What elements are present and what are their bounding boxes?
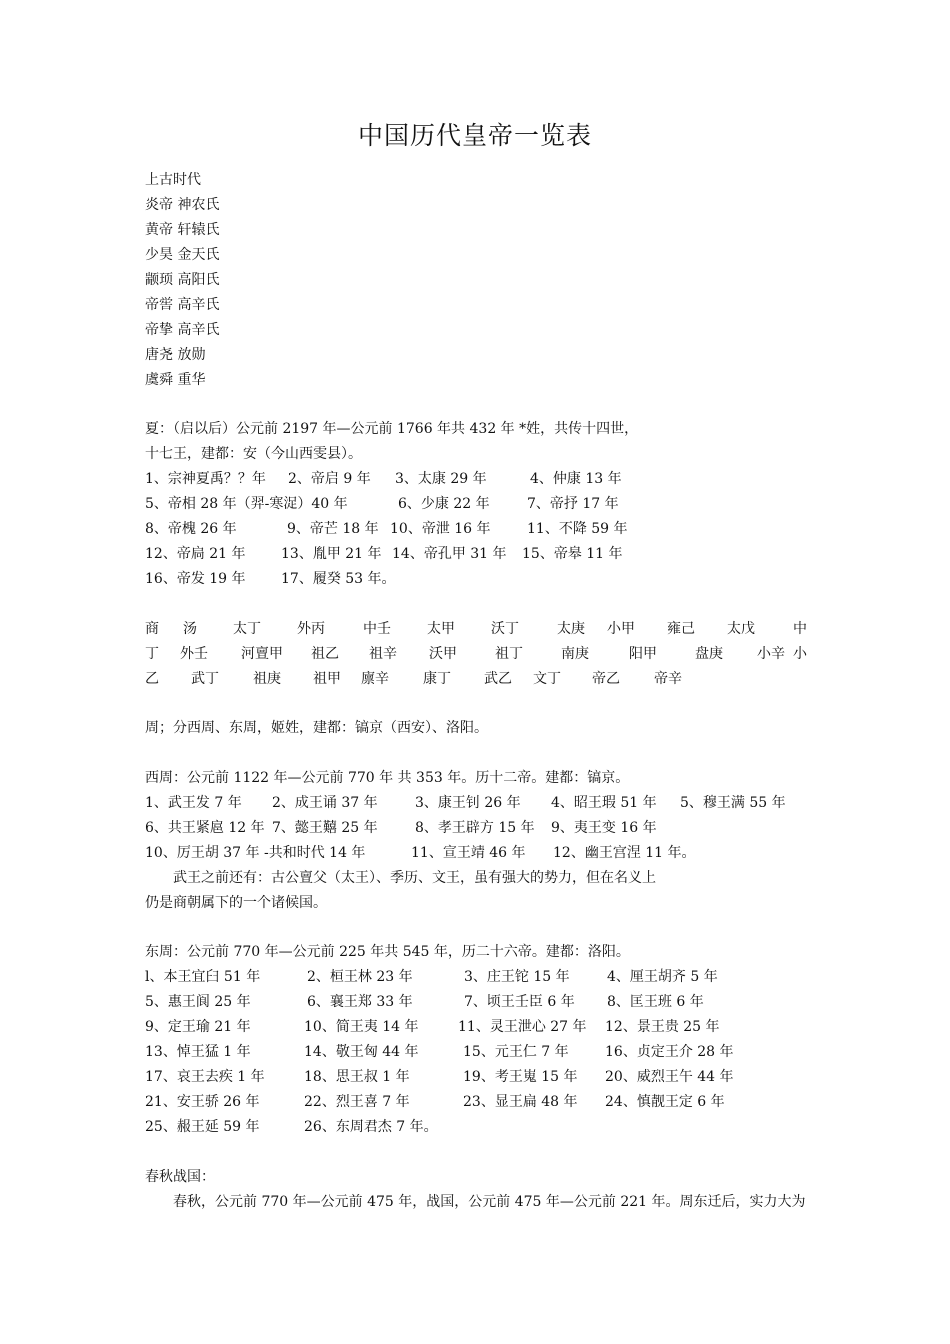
shang-ruler: 外丙 xyxy=(297,621,325,637)
emperor-entry: 12、帝扃 21 年 xyxy=(145,546,246,562)
western-zhou-note: 武王之前还有：古公亶父（太王）、季历、文王，虽有强大的势力，但在名义上 xyxy=(173,870,656,886)
shang-ruler: 武乙 xyxy=(484,671,512,687)
emperor-entry: 1、宗神夏禹？？年 xyxy=(145,471,266,487)
emperor-entry: 22、烈王喜 7 年 xyxy=(304,1094,410,1110)
shang-ruler: 祖甲 xyxy=(313,671,341,687)
western-zhou-intro: 西周：公元前 1122 年—公元前 770 年 共 353 年。历十二帝。建都：镐京。 xyxy=(145,770,630,786)
shang-ruler: 太甲 xyxy=(427,621,455,637)
emperor-entry: 12、幽王宫涅 11 年。 xyxy=(553,845,696,861)
emperor-entry: 9、帝芒 18 年 xyxy=(287,521,379,537)
emperor-entry: 2、桓王林 23 年 xyxy=(307,969,413,985)
xia-intro: 夏：（启以后）公元前 2197 年—公元前 1766 年共 432 年 *姓，共传十四世， xyxy=(145,421,639,437)
shang-ruler: 沃甲 xyxy=(429,646,457,662)
emperor-entry: 14、帝孔甲 31 年 xyxy=(392,546,507,562)
emperor-entry: 18、思王叔 1 年 xyxy=(304,1069,410,1085)
ancient-ruler: 唐尧 放勋 xyxy=(145,347,206,363)
emperor-entry: 7、懿王囏 25 年 xyxy=(272,820,378,836)
emperor-entry: 11、不降 59 年 xyxy=(527,521,628,537)
emperor-entry: 2、成王诵 37 年 xyxy=(272,795,378,811)
emperor-entry: 11、宣王靖 46 年 xyxy=(411,845,526,861)
emperor-entry: 8、匡王班 6 年 xyxy=(607,994,704,1010)
emperor-entry: 7、帝抒 17 年 xyxy=(527,496,619,512)
emperor-entry: 16、贞定王介 28 年 xyxy=(605,1044,734,1060)
shang-ruler: 帝辛 xyxy=(654,671,682,687)
emperor-entry: 25、赧王延 59 年 xyxy=(145,1119,260,1135)
emperor-entry: 3、康王钊 26 年 xyxy=(415,795,521,811)
emperor-entry: 21、安王骄 26 年 xyxy=(145,1094,260,1110)
emperor-entry: 6、襄王郑 33 年 xyxy=(307,994,413,1010)
ancient-ruler: 颛顼 高阳氏 xyxy=(145,272,220,288)
shang-ruler: 中壬 xyxy=(363,621,391,637)
shang-ruler: 廪辛 xyxy=(361,671,389,687)
emperor-entry: 6、共王紧扈 12 年 xyxy=(145,820,265,836)
shang-ruler: 小 xyxy=(793,646,807,662)
emperor-entry: 6、少康 22 年 xyxy=(398,496,490,512)
shang-ruler: 小辛 xyxy=(757,646,785,662)
page-title: 中国历代皇帝一览表 xyxy=(357,121,592,150)
shang-ruler: 阳甲 xyxy=(629,646,657,662)
emperor-entry: 10、简王夷 14 年 xyxy=(304,1019,419,1035)
emperor-entry: 1、武王发 7 年 xyxy=(145,795,242,811)
shang-ruler: 小甲 xyxy=(607,621,635,637)
shang-ruler: 康丁 xyxy=(423,671,451,687)
ancient-ruler: 帝挚 高辛氏 xyxy=(145,322,220,338)
shang-ruler: 祖辛 xyxy=(369,646,397,662)
chunqiu-heading: 春秋战国： xyxy=(145,1169,215,1185)
ancient-ruler: 少昊 金天氏 xyxy=(145,247,220,263)
emperor-entry: 20、威烈王午 44 年 xyxy=(605,1069,734,1085)
ancient-ruler: 炎帝 神农氏 xyxy=(145,197,220,213)
emperor-entry: l、本王宜臼 51 年 xyxy=(145,969,261,985)
ancient-ruler: 虞舜 重华 xyxy=(145,372,206,388)
emperor-entry: 11、灵王泄心 27 年 xyxy=(458,1019,587,1035)
shang-ruler: 祖丁 xyxy=(495,646,523,662)
emperor-entry: 10、厉王胡 37 年 -共和时代 14 年 xyxy=(145,845,366,861)
emperor-entry: 16、帝发 19 年 xyxy=(145,571,246,587)
emperor-entry: 4、仲康 13 年 xyxy=(530,471,622,487)
shang-ruler: 祖庚 xyxy=(253,671,281,687)
shang-ruler: 沃丁 xyxy=(491,621,519,637)
shang-ruler: 中 xyxy=(793,621,807,637)
emperor-entry: 26、东周君杰 7 年。 xyxy=(304,1119,438,1135)
emperor-entry: 15、元王仁 7 年 xyxy=(463,1044,569,1060)
emperor-entry: 5、帝相 28 年（羿-寒浞）40 年 xyxy=(145,496,348,512)
shang-ruler: 盘庚 xyxy=(695,646,723,662)
emperor-entry: 3、太康 29 年 xyxy=(395,471,487,487)
emperor-entry: 17、履癸 53 年。 xyxy=(281,571,396,587)
chunqiu-text: 春秋，公元前 770 年—公元前 475 年，战国，公元前 475 年—公元前 221 年。周东迁后，实力大为 xyxy=(173,1194,806,1210)
emperor-entry: 9、夷王变 16 年 xyxy=(551,820,657,836)
emperor-entry: 2、帝启 9 年 xyxy=(288,471,371,487)
shang-ruler: 太戊 xyxy=(727,621,755,637)
shang-ruler: 雍己 xyxy=(667,621,695,637)
shang-ruler: 帝乙 xyxy=(592,671,620,687)
emperor-entry: 17、哀王去疾 1 年 xyxy=(145,1069,265,1085)
zhou-intro: 周；分西周、东周，姬姓，建都：镐京（西安）、洛阳。 xyxy=(145,720,488,736)
emperor-entry: 8、孝王辟方 15 年 xyxy=(415,820,535,836)
shang-ruler: 河亶甲 xyxy=(241,646,283,662)
shang-ruler: 祖乙 xyxy=(311,646,339,662)
emperor-entry: 15、帝皋 11 年 xyxy=(522,546,623,562)
ancient-ruler: 帝喾 高辛氏 xyxy=(145,297,220,313)
emperor-entry: 14、敬王匈 44 年 xyxy=(304,1044,419,1060)
emperor-entry: 23、显王扁 48 年 xyxy=(463,1094,578,1110)
shang-ruler: 外壬 xyxy=(180,646,208,662)
xia-intro-cont: 十七王，建都：安（今山西雯县）。 xyxy=(145,446,362,462)
ancient-ruler: 黄帝 轩辕氏 xyxy=(145,222,220,238)
shang-ruler: 文丁 xyxy=(533,671,561,687)
emperor-entry: 5、穆王满 55 年 xyxy=(680,795,786,811)
eastern-zhou-intro: 东周：公元前 770 年—公元前 225 年共 545 年，历二十六帝。建都：洛阳。 xyxy=(145,944,630,960)
shang-ruler: 商 xyxy=(145,621,159,637)
emperor-entry: 8、帝槐 26 年 xyxy=(145,521,237,537)
shang-ruler: 武丁 xyxy=(191,671,219,687)
emperor-entry: 19、考王嵬 15 年 xyxy=(463,1069,578,1085)
emperor-entry: 24、慎靓王定 6 年 xyxy=(605,1094,725,1110)
shang-ruler: 太丁 xyxy=(233,621,261,637)
emperor-entry: 9、定王瑜 21 年 xyxy=(145,1019,251,1035)
shang-ruler: 乙 xyxy=(145,671,159,687)
emperor-entry: 12、景王贵 25 年 xyxy=(605,1019,720,1035)
shang-ruler: 太庚 xyxy=(557,621,585,637)
emperor-entry: 4、厘王胡齐 5 年 xyxy=(607,969,718,985)
western-zhou-note-cont: 仍是商朝属下的一个诸候国。 xyxy=(145,895,327,911)
shang-ruler: 汤 xyxy=(183,621,197,637)
emperor-entry: 13、胤甲 21 年 xyxy=(281,546,382,562)
emperor-entry: 7、顷王壬臣 6 年 xyxy=(464,994,575,1010)
emperor-entry: 4、昭王瑕 51 年 xyxy=(551,795,657,811)
shang-ruler: 丁 xyxy=(145,646,159,662)
shang-ruler: 南庚 xyxy=(561,646,589,662)
ancient-heading: 上古时代 xyxy=(145,172,201,188)
emperor-entry: 10、帝泄 16 年 xyxy=(390,521,491,537)
emperor-entry: 3、庄王铊 15 年 xyxy=(464,969,570,985)
emperor-entry: 5、惠王阆 25 年 xyxy=(145,994,251,1010)
emperor-entry: 13、悼王猛 1 年 xyxy=(145,1044,251,1060)
